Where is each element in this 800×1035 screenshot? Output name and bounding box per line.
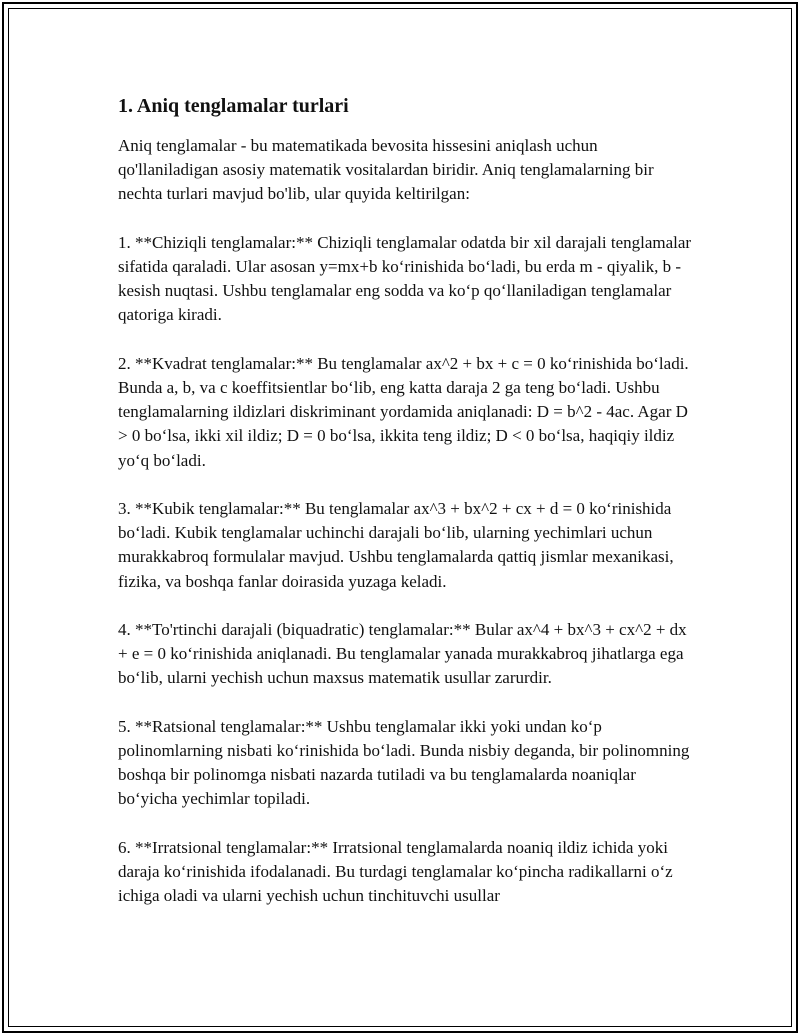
section-heading: 1. Aniq tenglamalar turlari: [118, 95, 349, 117]
item-linear-equations: 1. **Chiziqli tenglamalar:** Chiziqli tenglamalar odatda bir xil darajali tenglamalar sifatida qaraladi. Ular asosan y=mx+b ko‘rinishida bo‘ladi, bu erda m - qiyalik, b - kesish nuqtasi. Ushbu tenglamalar eng sodda va ko‘p qo‘llaniladigan tenglamalar qatoriga kiradi.: [118, 232, 692, 325]
intro-paragraph: Aniq tenglamalar - bu matematikada bevosita hissesini aniqlash uchun qo'llaniladigan asosiy matematik vositalardan biridir. Aniq tenglamalarning bir nechta turlari mavjud bo'lib, ular quyida keltirilgan:: [118, 136, 654, 204]
item-cubic-equations: 3. **Kubik tenglamalar:** Bu tenglamalar ax^3 + bx^2 + cx + d = 0 ko‘rinishida bo‘ladi. Kubik tenglamalar uchinchi darajali bo‘lib, ularning yechimlari uchun murakkabroq formulalar mavjud. Ushbu tenglamalarda qattiq jismlar mexanikasi, fizika, va boshqa fanlar doirasida yuzaga keladi.: [118, 499, 674, 591]
item-irrational-equations: 6. **Irratsional tenglamalar:** Irratsional tenglamalarda noaniq ildiz ichida yoki daraja ko‘rinishida ifodalanadi. Bu turdagi tenglamalar ko‘pincha radikallarni o‘z ichiga oladi va ularni yechish uchun tinchituvchi usullar: [118, 837, 673, 906]
document-body: [118, 92, 698, 933]
item-rational-equations: 5. **Ratsional tenglamalar:** Ushbu tenglamalar ikki yoki undan ko‘p polinomlarning nisbati ko‘rinishida bo‘ladi. Bunda nisbiy deganda, bir polinomning boshqa bir polinomga nisbati nazarda tutiladi va bu tenglamalarda noaniqlar bo‘yicha yechimlar topiladi.: [118, 716, 690, 809]
item-quadratic-equations: 2. **Kvadrat tenglamalar:** Bu tenglamalar ax^2 + bx + c = 0 ko‘rinishida bo‘ladi. Bunda a, b, va c koeffitsientlar bo‘lib, eng katta daraja 2 ga teng bo‘ladi. Ushbu tenglamalarning ildizlari diskriminant yordamida aniqlanadi: D = b^2 - 4ac. Agar D > 0 bo‘lsa, ikki xil ildiz; D = 0 bo‘lsa, ikkita teng ildiz; D < 0 bo‘lsa, haqiqiy ildiz yo‘q bo‘ladi.: [118, 353, 689, 470]
item-quartic-equations: 4. **To'rtinchi darajali (biquadratic) tenglamalar:** Bular ax^4 + bx^3 + cx^2 + dx + e = 0 ko‘rinishida aniqlanadi. Bu tenglamalar yanada murakkabroq jihatlarga ega bo‘lib, ularni yechish uchun maxsus matematik usullar zarurdir.: [118, 620, 687, 688]
